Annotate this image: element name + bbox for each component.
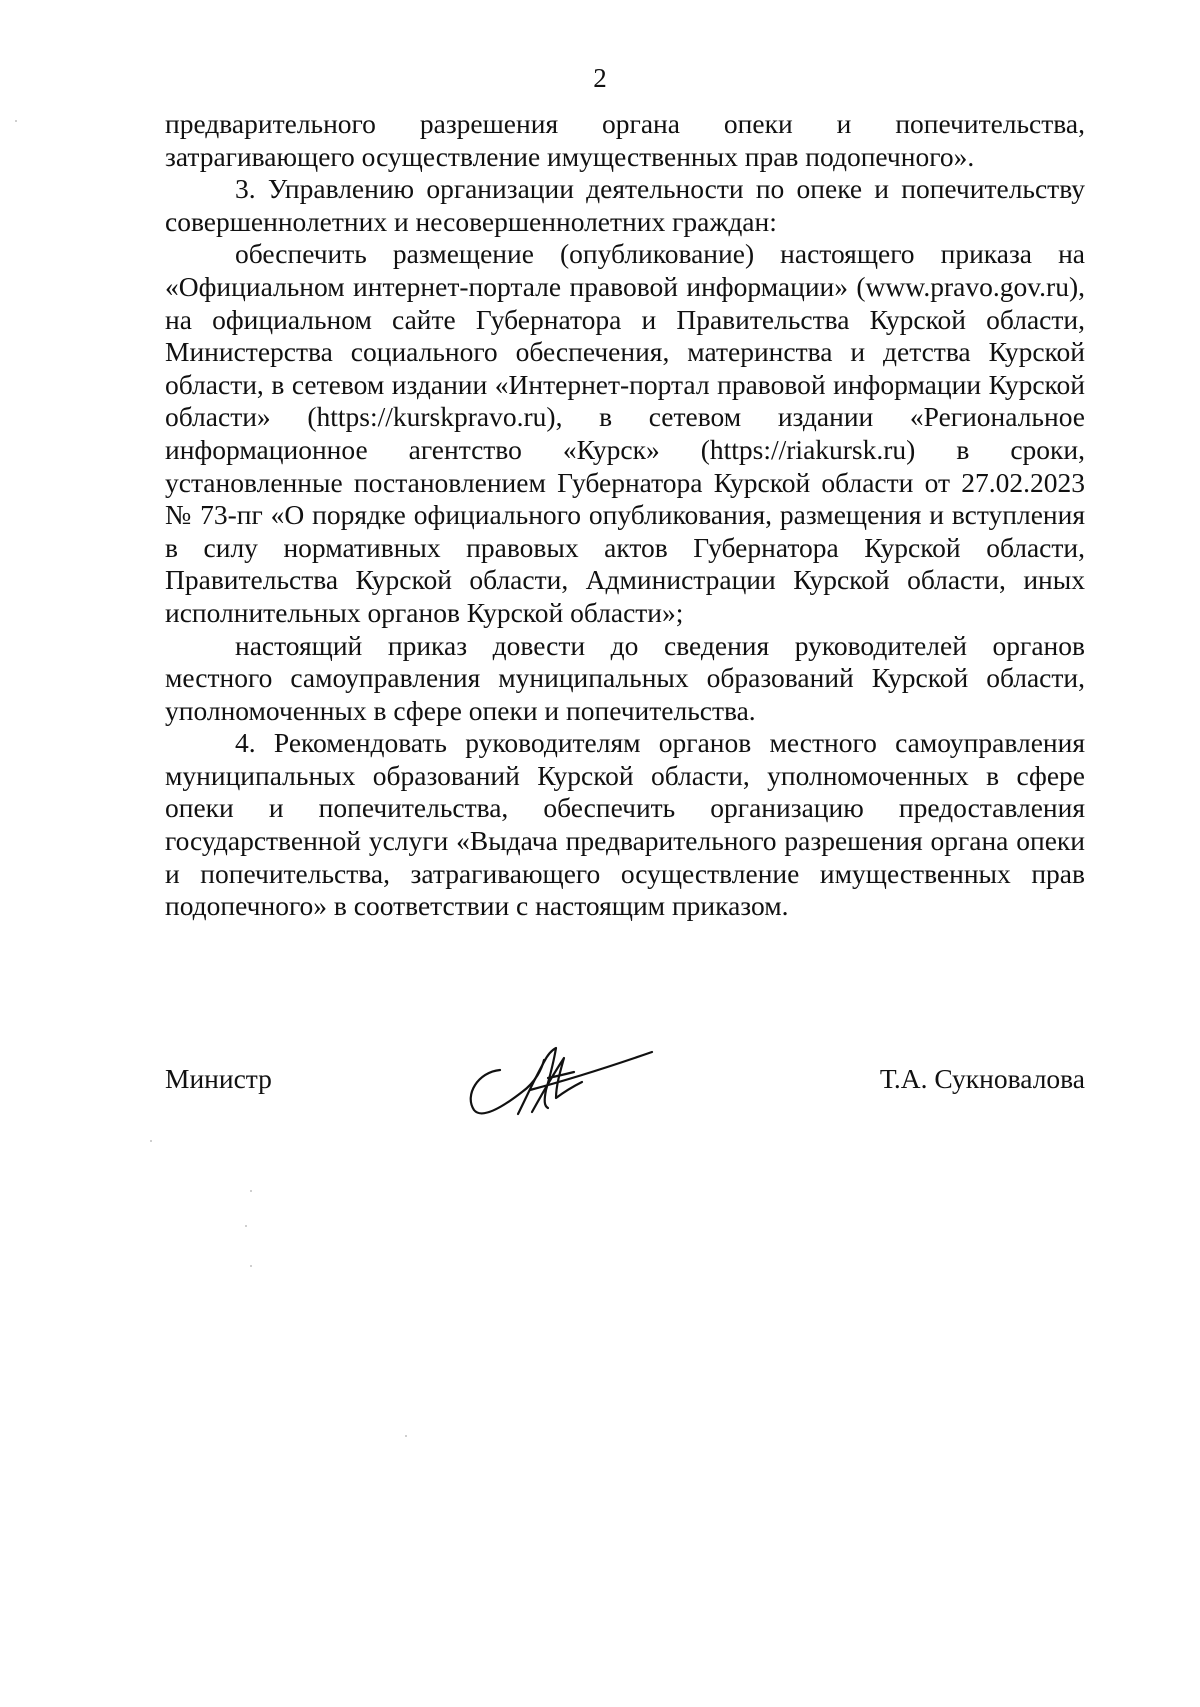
scan-speck: [245, 1225, 247, 1227]
signer-name: Т.А. Сукновалова: [879, 1063, 1085, 1094]
paragraph-continuation: предварительного разрешения органа опеки и попечительства, затрагивающего осуществление имущественных прав подопечного».: [165, 108, 1085, 172]
signature-block: [165, 1040, 1085, 1140]
scan-speck: [250, 1265, 252, 1267]
scan-speck: [15, 120, 17, 122]
paragraph-publication: обеспечить размещение (опубликование) настоящего приказа на «Официальном интернет-портале правовой информации» (www.pravo.gov.ru), на официальном сайте Губернатора и Правительства Курской области, Министерства социального обеспечения, материнства и детства Курской области, в сетевом издании «Интернет-портал правовой информации Курской области» (https://kurskpravo.ru), в сетевом издании «Региональное информационное агентство «Курск» (https://riakursk.ru) в сроки, установленные постановлением Губернатора Курской области от 27.02.2023 № 73-пг «О порядке официального опубликования, размещения и вступления в силу нормативных правовых актов Губернатора Курской области, Правительства Курской области, Администрации Курской области, иных исполнительных органов Курской области»;: [165, 238, 1085, 628]
page-number: 2: [593, 63, 607, 93]
signer-title: Министр: [165, 1063, 272, 1094]
scan-speck: [405, 1435, 407, 1437]
scan-speck: [150, 1140, 152, 1142]
scan-speck: [250, 1190, 252, 1192]
handwritten-signature: [460, 1040, 660, 1120]
paragraph-item-4: 4. Рекомендовать руководителям органов местного самоуправления муниципальных образований Курской области, уполномоченных в сфере опеки и попечительства, обеспечить организацию предоставления государственной услуги «Выдача предварительного разрешения органа опеки и попечительства, затрагивающего осуществление имущественных прав подопечного» в соответствии с настоящим приказом.: [165, 727, 1085, 922]
paragraph-notify: настоящий приказ довести до сведения руководителей органов местного самоуправления муниципальных образований Курской области, уполномоченных в сфере опеки и попечительства.: [165, 629, 1085, 726]
paragraph-item-3: 3. Управлению организации деятельности по опеке и попечительству совершеннолетних и несовершеннолетних граждан:: [165, 173, 1085, 237]
document-body: [165, 108, 1085, 923]
